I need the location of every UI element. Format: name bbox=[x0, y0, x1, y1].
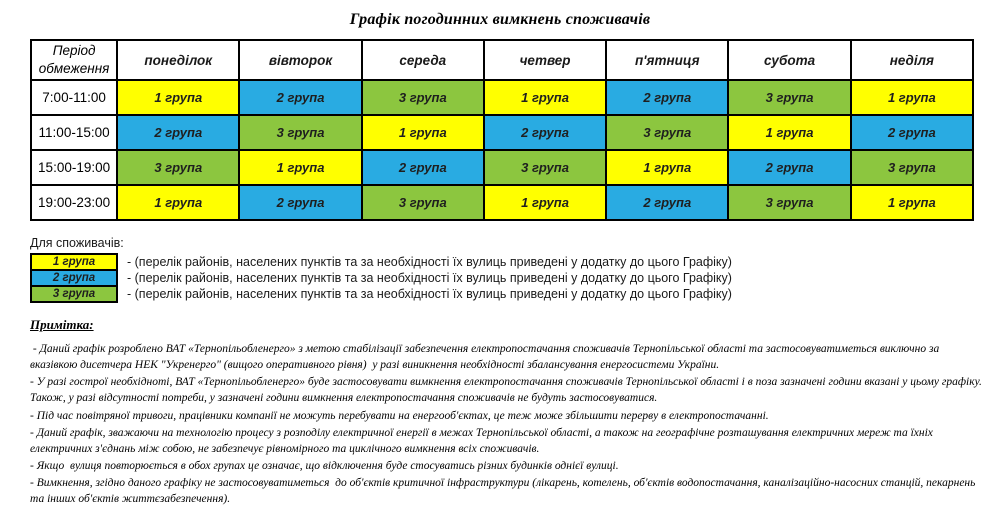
legend-intro: Для споживачів: bbox=[30, 236, 124, 250]
period-header-cell: Період обмеження bbox=[31, 40, 117, 80]
table-row bbox=[31, 80, 973, 115]
table-header-row bbox=[31, 40, 973, 80]
legend-description: - (перелік районів, населених пунктів та за необхідності їх вулиць приведені у додатку до цього Графіку) bbox=[127, 255, 732, 269]
legend-color-box: 3 група bbox=[30, 285, 118, 303]
group-cell: 2 група bbox=[606, 80, 728, 115]
day-header-cell: середа bbox=[362, 40, 484, 80]
group-cell: 1 група bbox=[606, 150, 728, 185]
time-period-cell: 19:00-23:00 bbox=[31, 185, 117, 220]
group-cell: 1 група bbox=[117, 185, 239, 220]
table-row bbox=[31, 115, 973, 150]
legend-description: - (перелік районів, населених пунктів та за необхідності їх вулиць приведені у додатку до цього Графіку) bbox=[127, 271, 732, 285]
group-cell: 3 група bbox=[851, 150, 973, 185]
group-cell: 2 група bbox=[606, 185, 728, 220]
notes-heading: Примітка: bbox=[30, 317, 94, 332]
group-cell: 2 група bbox=[362, 150, 484, 185]
group-cell: 3 група bbox=[239, 115, 361, 150]
group-cell: 2 група bbox=[851, 115, 973, 150]
page-title: Графік погодинних вимкнень споживачів bbox=[349, 11, 651, 28]
group-cell: 1 група bbox=[484, 185, 606, 220]
group-cell: 1 група bbox=[239, 150, 361, 185]
legend-color-box: 1 група bbox=[30, 253, 118, 271]
group-cell: 1 група bbox=[484, 80, 606, 115]
note-paragraph: - Вимкнення, згідно даного графіку не застосовуватиметься до об'єктів критичної інфраструктури (лікарень, котелень, об'єктів водопостачання, каналізаційно-насосних станцій, пекарнень та інших об'єктів життєзабезпечення). bbox=[30, 476, 979, 506]
note-paragraph: - Якщо вулиця повторюється в обох групах це означає, що відключення буде стосуватись різних будинків однієї вулиці. bbox=[30, 459, 619, 472]
group-cell: 1 група bbox=[851, 185, 973, 220]
group-cell: 1 група bbox=[728, 115, 850, 150]
legend-item bbox=[30, 285, 1000, 303]
legend-description: - (перелік районів, населених пунктів та за необхідності їх вулиць приведені у додатку до цього Графіку) bbox=[127, 287, 732, 301]
note-paragraph: - У разі гострої необхідноті, ВАТ «Тернопільобленерго» буде застосовувати вимкнення електропостачання споживачів Тернопільської області і в поза зазначені години вказані у цьому графіку. Також, у разі відсутності потреби, у зазначені години вимкнення електропостачання споживачів не будуть застосовуватися. bbox=[30, 376, 985, 405]
legend-color-box: 2 група bbox=[30, 269, 118, 287]
group-cell: 2 група bbox=[117, 115, 239, 150]
group-cell: 3 група bbox=[362, 185, 484, 220]
table-row bbox=[31, 185, 973, 220]
group-cell: 3 група bbox=[606, 115, 728, 150]
group-cell: 2 група bbox=[728, 150, 850, 185]
group-cell: 3 група bbox=[362, 80, 484, 115]
group-cell: 3 група bbox=[117, 150, 239, 185]
day-header-cell: вівторок bbox=[239, 40, 361, 80]
day-header-cell: четвер bbox=[484, 40, 606, 80]
group-cell: 2 група bbox=[239, 80, 361, 115]
table-row bbox=[31, 150, 973, 185]
group-cell: 1 група bbox=[117, 80, 239, 115]
day-header-cell: п'ятниця bbox=[606, 40, 728, 80]
group-cell: 3 група bbox=[728, 80, 850, 115]
day-header-cell: понеділок bbox=[117, 40, 239, 80]
group-cell: 1 група bbox=[362, 115, 484, 150]
group-cell: 2 група bbox=[484, 115, 606, 150]
group-cell: 3 група bbox=[484, 150, 606, 185]
notes-section bbox=[30, 316, 985, 507]
note-paragraph: - Під час повітряної тривоги, працівники компанії не можуть перебувати на енергооб'єктах, це теж може збільшити перерву в електропостачанні. bbox=[30, 409, 769, 422]
time-period-cell: 15:00-19:00 bbox=[31, 150, 117, 185]
group-cell: 3 група bbox=[728, 185, 850, 220]
group-cell: 1 група bbox=[851, 80, 973, 115]
schedule-table bbox=[30, 39, 974, 221]
day-header-cell: субота bbox=[728, 40, 850, 80]
note-paragraph: - Даний графік, зважаючи на технологію процесу з розподілу електричної енергії в межах Тернопільської області, а також на географічне розташування електричних мереж та їхніх електричних з'єднань між собою, не забезпечує рівномірного та циклічного вимкнення всіх споживачів. bbox=[30, 426, 936, 455]
time-period-cell: 11:00-15:00 bbox=[31, 115, 117, 150]
note-paragraph: - Даний графік розроблено ВАТ «Тернопільобленерго» з метою стабілізації забезпечення електропостачання споживачів Тернопільської області та застосовуватиметься виключно за вказівкою дисетчера НЕК "Укренерго" (вищого оперативного рівня) у разі виникнення необхідності збалансування енергосистеми України. bbox=[30, 343, 943, 372]
consumers-legend bbox=[30, 236, 1000, 303]
day-header-cell: неділя bbox=[851, 40, 973, 80]
group-cell: 2 група bbox=[239, 185, 361, 220]
time-period-cell: 7:00-11:00 bbox=[31, 80, 117, 115]
